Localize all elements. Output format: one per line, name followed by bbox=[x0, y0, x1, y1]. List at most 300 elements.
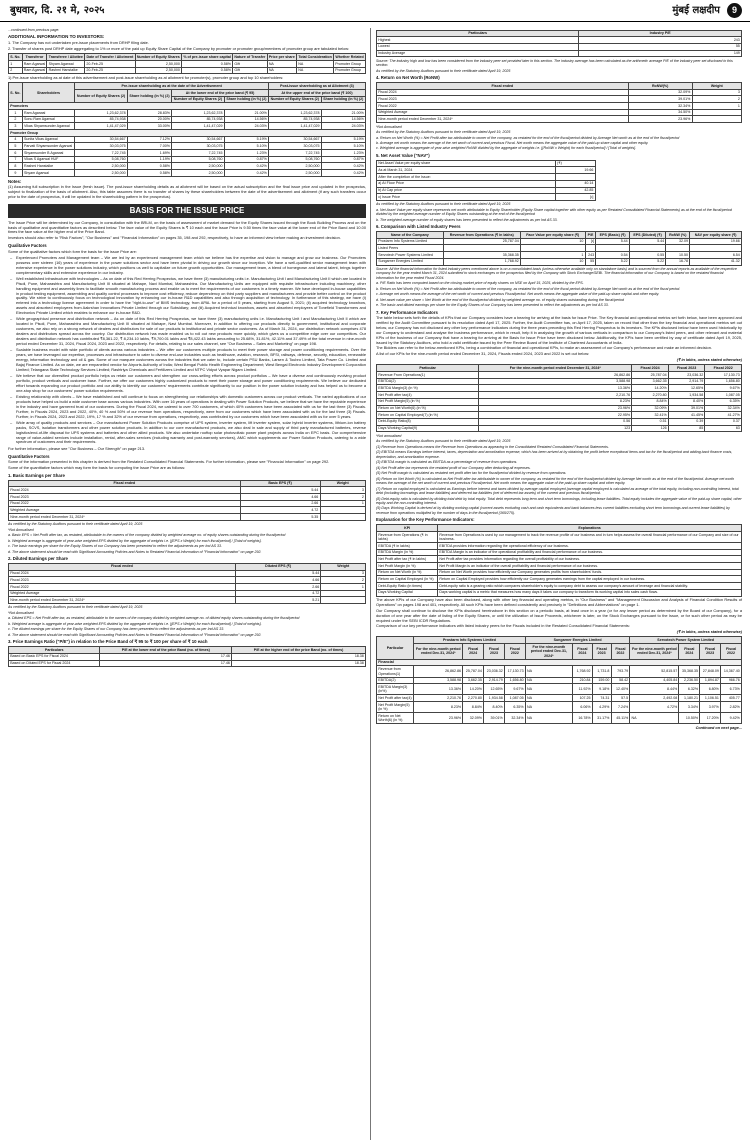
table-cell: 2,50,000 bbox=[269, 169, 322, 176]
table-cell: 8.84% bbox=[463, 702, 484, 713]
table-cell: 17,130.73 bbox=[504, 666, 525, 677]
table-row bbox=[377, 385, 742, 392]
table-cell: Ram Agarwal bbox=[22, 109, 74, 116]
table-cell: Promoter Group bbox=[334, 61, 366, 68]
table-cell: c) Issue Price bbox=[377, 194, 556, 201]
table-cell: Fiscal 2022 bbox=[9, 583, 236, 590]
table-cell: EBITDA Margin(3) (in%) bbox=[377, 684, 414, 695]
table-cell: 1,087.05 bbox=[705, 392, 742, 399]
diluted-eps-table bbox=[8, 563, 366, 604]
table-cell: Fiscal 2023 bbox=[9, 493, 241, 500]
table-cell: 5.44 bbox=[596, 238, 630, 245]
footnote: c. Weighted average is aggregate of year-wise weighted RoNW divided by the aggregate of weights i.e. [(RoNW x Weight) for each fiscal/period] / [Total of weights]. bbox=[376, 146, 637, 151]
table-cell: 2,210.76 bbox=[414, 695, 463, 702]
table-cell: NA bbox=[525, 702, 572, 713]
table-cell: 85,74,938 bbox=[269, 116, 322, 123]
table-cell: 3,588.98 bbox=[479, 378, 632, 385]
table-cell: Nine-month period ended December 31, 2024* bbox=[9, 513, 241, 520]
table-cell: Lowest bbox=[377, 43, 579, 50]
table-row bbox=[377, 180, 596, 187]
table-cell: 4.66 bbox=[240, 493, 320, 500]
col-pre-pct: Share holding (in %) (2) bbox=[127, 89, 171, 102]
table-header-cell: Date of Transfer / Allotment bbox=[86, 54, 134, 59]
table-cell: 1,41,47,029 bbox=[269, 123, 322, 130]
table-cell: Return on Net Worth(6) (in %) bbox=[377, 405, 479, 412]
table-cell: Net Asset Value per equity share bbox=[377, 160, 556, 167]
table-cell: Days working capital is a metric that measures how many days it takes our company to transform its working capital into sales cash flows. bbox=[438, 589, 742, 596]
table-cell: 30,03,075 bbox=[75, 143, 128, 150]
table-row bbox=[377, 167, 596, 174]
table-cell: 6.54 bbox=[690, 252, 742, 259]
table-row bbox=[377, 543, 742, 550]
table-cell: 0.54 bbox=[596, 252, 630, 259]
table-cell: 5.22 bbox=[596, 258, 630, 265]
peer-period-header: Fiscal 2023 bbox=[592, 644, 611, 660]
table-header-cell: KPI bbox=[377, 525, 438, 532]
col-lower-band: At the lower end of the price band (₹ 95) bbox=[172, 89, 269, 96]
table-header-cell: Particular bbox=[377, 365, 479, 372]
table-row bbox=[377, 677, 742, 684]
basic-eps-table bbox=[8, 480, 366, 521]
shareholding-table bbox=[8, 82, 366, 176]
shareholding-note: 1) Pre-issue shareholding as at date of this advertisement and post-issue shareholding as at allotment for promoter(s), promoter group and top 10 shareholders: bbox=[8, 74, 284, 80]
table-row bbox=[9, 143, 366, 150]
table-cell: EBITDA Margin (in %) bbox=[377, 549, 438, 556]
page-number-badge: 9 bbox=[727, 3, 742, 18]
table-cell: Debt-equity ratio is a gearing ratio which compares shareholder's equity to company debt to assess our company's amount of leverage and financial stability. bbox=[438, 583, 742, 590]
table-cell: 3 bbox=[321, 570, 366, 577]
table-cell: 1 bbox=[321, 583, 366, 590]
table-row bbox=[9, 660, 366, 667]
table-cell: 10 bbox=[520, 238, 585, 245]
table-cell: 34.50% bbox=[628, 109, 692, 116]
table-cell: 5,08,760 bbox=[269, 156, 322, 163]
group-promoters: Promoters bbox=[9, 103, 366, 110]
table-cell: 0.58% bbox=[182, 61, 233, 68]
pe-ratio-table bbox=[8, 646, 366, 667]
industry-pe-certification: As certified by the Statutory Auditors pursuant to their certificate dated April 19, 2025 bbox=[376, 68, 511, 73]
ronw-annualised: *Not Annualised bbox=[376, 124, 402, 129]
table-cell: 8 bbox=[9, 163, 23, 170]
table-cell: 0.56 bbox=[479, 418, 632, 425]
table-cell: 4 bbox=[9, 136, 23, 143]
table-cell: 30,03,075 bbox=[269, 143, 322, 150]
table-cell: 9 bbox=[9, 169, 23, 176]
table-header-cell: Particulars bbox=[9, 647, 100, 654]
table-cell bbox=[520, 245, 585, 252]
table-cell: 4.72% bbox=[630, 702, 679, 713]
col-particular: Particular bbox=[377, 637, 414, 659]
table-cell: 3 bbox=[692, 89, 741, 96]
peer-section-financial: Financial bbox=[377, 659, 742, 666]
table-cell: 55 bbox=[585, 258, 596, 265]
table-cell: 19.66 bbox=[555, 167, 595, 174]
table-cell: Vikas S Agarwal HUF bbox=[22, 156, 74, 163]
continued-from-note: ...continued from previous page. bbox=[8, 28, 60, 32]
footnote: (3) EBITDA margin is calculated as EBITDA as a percentage of revenue from operations. bbox=[376, 460, 518, 465]
table-header-cell: Explanations bbox=[438, 525, 742, 532]
table-cell: Industry Average bbox=[377, 50, 579, 57]
table-cell: 41.45% bbox=[668, 412, 705, 419]
peer-period-header: Fiscal 2024 bbox=[463, 644, 484, 660]
table-cell: 1,180.21 bbox=[679, 695, 700, 702]
table-cell: 3.34% bbox=[679, 702, 700, 713]
table-cell: 41.27% bbox=[705, 412, 742, 419]
table-cell: 5.35 bbox=[240, 513, 320, 520]
table-header-cell: Fiscal ended bbox=[9, 563, 236, 570]
table-cell: Gift bbox=[233, 67, 267, 74]
table-header-cell: Particulars bbox=[377, 30, 579, 37]
table-cell bbox=[596, 245, 630, 252]
kpi-certification: As certified by the Statutory Auditors pursuant to their certificate dated April 19, 2025 bbox=[376, 439, 511, 444]
additional-info-point-1: 1. The Company has not undertaken pre-issue placements from DRHP filing date. bbox=[8, 40, 149, 46]
table-cell bbox=[555, 174, 595, 181]
table-cell: Parvati Shyamsunder Agarwal bbox=[22, 143, 74, 150]
table-cell: 41.32 bbox=[690, 258, 742, 265]
table-cell: 16.78 bbox=[666, 258, 690, 265]
table-cell: 35,368.35 bbox=[679, 666, 700, 677]
table-cell: Rashmi Hanstalke bbox=[47, 67, 85, 74]
table-cell: NA bbox=[267, 67, 296, 74]
table-cell: 7.12% bbox=[127, 136, 171, 143]
newspaper-masthead: मुंबई लक्षदीप bbox=[672, 5, 720, 16]
table-header-cell: % of pre-issue share capital bbox=[183, 54, 231, 59]
table-row bbox=[9, 570, 366, 577]
table-cell: 5.10% bbox=[224, 143, 268, 150]
table-cell: 1,087.05 bbox=[504, 695, 525, 702]
basis-para-2: Investors should also refer to "Risk Factors", "Our Business" and "Financial Information" on pages 35, 198 and 292, respectively, to have an informed view before making an investment decision. bbox=[8, 235, 341, 241]
table-cell: As at March 31, 2024 bbox=[377, 167, 556, 174]
footnote: a. Diluted EPS = Net Profit after tax, as restated, attributable to the owners of the company divided by weighted average no. of diluted equity shares outstanding during the fiscal/period bbox=[8, 616, 300, 621]
table-cell: Debt-Equity Ratio(8) bbox=[377, 418, 479, 425]
table-row bbox=[377, 563, 742, 570]
table-cell: 11.92% bbox=[572, 684, 592, 695]
table-cell: 57.5 bbox=[611, 695, 630, 702]
table-header-cell: Face Value per equity share (₹) bbox=[520, 232, 585, 239]
table-cell bbox=[443, 245, 520, 252]
diluted-eps-heading: 2. Diluted Earnings per Share bbox=[8, 556, 68, 562]
col-pre-issue: Pre-issue shareholding as at the date of the Advertisement bbox=[75, 83, 269, 90]
table-cell: Return on Capital Employed provides how efficiently our Company generates earnings from the capital employed in our business. bbox=[438, 576, 742, 583]
table-cell: Rashmi Hanstalke bbox=[22, 163, 74, 170]
table-cell: 32.41% bbox=[632, 412, 669, 419]
table-cell: 39.01% bbox=[484, 713, 505, 724]
table-cell: 0.39 bbox=[668, 418, 705, 425]
table-cell: 4.29% bbox=[592, 702, 611, 713]
table-row bbox=[9, 129, 366, 136]
table-cell: 4,405.84 bbox=[630, 677, 679, 684]
table-cell: Shyam Agarwal bbox=[47, 61, 85, 68]
table-cell: 32.09% bbox=[628, 89, 692, 96]
list-item: – Scalable business model with wide portfolio of clients across various industries – We offer our customers multiple products to meet their power storage and power conditioning requirements. Over the years, we have leveraged our expertise, processes and infrastructure to cater to diverse end-use industries such as healthcare, aviation, research, BFSI, railways, defense, security, education, renewable energy, information technology and oil & gas. Some of our marquee customers across the industries that we cater to, include certain PSU Banks, Larsen & Toubro Limited, Tata Power Co. Limited and Bajaj Finance Limited. As on date, we are empanelled vendor for Airports Authority of India; West Bengal Public Health Engineering Department; West Bengal Electronic Industry Development Corporation Limited; Telangana State Technology Services Limited; Rashtriya Chemicals and Fertilizers Limited and NTPC Vidyut Vyapar Nigam Limited. bbox=[16, 348, 366, 372]
table-cell: 7,22,745 bbox=[172, 149, 225, 156]
table-cell: 7.00% bbox=[127, 143, 171, 150]
list-item: – We believe that our diversified product portfolio helps us retain our customers and strengthen our cross-selling efforts across product portfolios – We have a diverse and continuously evolving product portfolio, product verticals and customer base. Further, we offer our customers highly customized products to meet their power storage and power conditioning requirements. We believe our dedicated effort towards expanding our product portfolio and our ability to identify our customers' requirements contribute significantly to our position in the power solution industry and has helped us to become a one-stop shop for our customers' power solution requirements. bbox=[16, 374, 366, 394]
basic-eps-heading: 1. Basic Earnings per Share bbox=[8, 472, 65, 478]
table-cell: 13.36% bbox=[479, 385, 632, 392]
peer-comparison-table bbox=[376, 231, 742, 265]
table-cell: Return on Capital Employed (in %) bbox=[377, 576, 438, 583]
qualitative-factors-list bbox=[8, 256, 366, 445]
table-cell: 2 bbox=[9, 116, 23, 123]
list-item: – Experienced Promoters and Management team – We are led by an experienced management team which we believe has the expertise and vision to manage and grow our business. Our Promoters possess over sixteen (16) years of experience in the power solutions sector and have been pivotal in driving our growth since our inception. We have a well-qualified senior management team with extensive experience in the power solutions industry, which positions us well to capitalize on future growth opportunities. Our management team, a blend of homegrown and lateral talent, brings together complementary skills and extensive experience in our industry. bbox=[16, 256, 366, 276]
table-header-cell: Total Consideration bbox=[298, 54, 332, 59]
table-row bbox=[9, 163, 366, 170]
kpi-para-3: A list of our KPIs for the nine-month period ended December 31, 2024, Fiscals ended 2024, 2023 and 2022 is set out below: bbox=[376, 351, 590, 357]
footnote: (1) Revenue from Operations means the Revenue from Operations as appearing in the Consolidated Restated Consolidated Financial Statements. bbox=[376, 444, 609, 449]
table-header-cell: EPS (Diluted) (₹) bbox=[629, 232, 666, 239]
table-cell: 39.01% bbox=[668, 405, 705, 412]
table-cell: 3,588.98 bbox=[414, 677, 463, 684]
table-cell: Revenue From Operations(1) bbox=[377, 372, 479, 379]
table-cell: 1,656.80 bbox=[504, 677, 525, 684]
table-cell: a) At Floor Price bbox=[377, 180, 556, 187]
table-cell: 1,106.51 bbox=[700, 695, 721, 702]
table-cell: 2,914.79 bbox=[484, 677, 505, 684]
table-cell: Net Profit after tax provides information regarding the overall profitability of our business. bbox=[438, 556, 742, 563]
table-cell: 126 bbox=[632, 425, 669, 432]
footnote: (2) EBITDA means Earnings before interest, taxes, depreciation and amortization expense, which has been arrived at by obtaining the profit before exceptional items and tax for the fiscal/period and adding back finance costs, depreciation, and amortization expense. bbox=[376, 450, 733, 459]
diluted-eps-annualised: *Not Annualised bbox=[8, 610, 34, 615]
table-cell: Prostarm Info Systems Limited bbox=[377, 238, 444, 245]
table-cell: Return on Net Worth (in %) bbox=[377, 569, 438, 576]
table-cell: 6.06% bbox=[572, 702, 592, 713]
table-cell: Net Profit Margin (in %) bbox=[377, 563, 438, 570]
footnote: d. The above statement should be read with Significant Accounting Policies and Notes to Restated Financial Information of "Financial Information" on page 292. bbox=[8, 632, 262, 637]
table-cell: 2,50,000 bbox=[135, 67, 181, 74]
kpi-explanation-heading: Explanation for the Key Performance Indicators: bbox=[376, 517, 475, 523]
col-sno: S. No. bbox=[9, 83, 23, 103]
table-header-cell: Fiscal 2023 bbox=[668, 365, 705, 372]
table-cell: 3,662.35 bbox=[632, 378, 669, 385]
table-cell: 3,662.35 bbox=[463, 677, 484, 684]
table-cell: Fiscal 2024 bbox=[9, 487, 241, 494]
table-row bbox=[377, 418, 742, 425]
table-cell: 25,787.04 bbox=[443, 238, 520, 245]
table-cell: Sungarner Energies Limited bbox=[377, 258, 444, 265]
table-row bbox=[377, 96, 742, 103]
table-cell: Sonu Ram Agarwal bbox=[22, 116, 74, 123]
table-cell: 28.83% bbox=[127, 109, 171, 116]
basis-para-1: The Issue Price will be determined by our Company, in consultation with the BRLM, on the basis of assessment of market demand for the Equity Shares issued through the Book Building Process and on the basis of qualitative and quantitative factors as described below. The face value of the Equity Shares is ₹ 10 each and the Issue Price is 9.50 times the face value at the lower end of the Price Band and 10.00 times the face value at the higher end of the Price Band. bbox=[8, 219, 366, 235]
col-upper-band: At the upper end of the price band (₹ 100) bbox=[269, 89, 366, 96]
table-cell: Days Working Capital(9) bbox=[377, 425, 479, 432]
peer-period-header: Fiscal 2022 bbox=[721, 644, 742, 660]
table-cell: 1,41,47,029 bbox=[75, 123, 128, 130]
table-cell: 40.14 bbox=[555, 180, 595, 187]
footnote: b. The weighted average number of equity shares has been presented to reflect the adjustments as per Ind AS 33. bbox=[376, 217, 558, 222]
table-cell: 85 bbox=[668, 425, 705, 432]
table-header-cell: Industry P/E bbox=[579, 30, 742, 37]
table-row bbox=[377, 187, 596, 194]
table-row bbox=[9, 500, 366, 507]
table-cell: 1.23% bbox=[224, 149, 268, 156]
table-cell: 243 bbox=[585, 252, 596, 259]
table-row bbox=[377, 50, 742, 57]
table-row bbox=[377, 43, 742, 50]
table-cell bbox=[320, 513, 366, 520]
table-cell: 26,862.86 bbox=[414, 666, 463, 677]
table-cell: 5.44 bbox=[629, 238, 666, 245]
table-cell: 23,036.32 bbox=[484, 666, 505, 677]
table-cell: 966.76 bbox=[721, 677, 742, 684]
table-cell: NA bbox=[297, 67, 334, 74]
table-header-cell: RoNW(%) bbox=[628, 83, 692, 90]
table-cell: 32.34% bbox=[504, 713, 525, 724]
table-cell: Promoter Group bbox=[334, 67, 366, 74]
table-cell: 1,731.8 bbox=[592, 666, 611, 677]
table-row bbox=[377, 109, 742, 116]
table-row bbox=[377, 378, 742, 385]
table-header-cell: P/E at the lower end of the price Band (no. of times) bbox=[100, 647, 232, 654]
col-upper-num: Number of Equity Shares (2) bbox=[269, 96, 322, 103]
table-cell: 8.40% bbox=[484, 702, 505, 713]
footnote: (7) Return on capital employed is calculated as Earnings before interest and taxes divided by average capital employed (average capital employed is calculated as average of the total equity, including non-controlling interest, total debt (including borrowings and lease liabilities) and deferred tax liabilities (net of deferred tax assets) of the current and previous fiscal/period. bbox=[376, 486, 739, 496]
table-cell: 3 bbox=[320, 487, 366, 494]
table-cell: 32.34% bbox=[705, 405, 742, 412]
table-cell: 2,50,000 bbox=[172, 163, 225, 170]
diluted-eps-certification: As certified by the Statutory Auditors pursuant to their certificate dated April 19, 2025 bbox=[8, 605, 143, 610]
table-row bbox=[377, 258, 742, 265]
table-cell: Revenue from Operations is used by our management to track the revenue profile of our business and in turn helps assess the overall financial performance of our Company and size of our business. bbox=[438, 531, 742, 542]
table-row bbox=[9, 67, 366, 74]
table-cell: 1,656.80 bbox=[705, 378, 742, 385]
table-cell: 0.58% bbox=[127, 169, 171, 176]
table-cell: 2.66 bbox=[240, 500, 320, 507]
table-cell: Weighted Average bbox=[377, 109, 629, 116]
table-cell: 14.20% bbox=[463, 684, 484, 695]
table-cell: 0.58% bbox=[127, 163, 171, 170]
table-cell: 8.44% bbox=[630, 684, 679, 695]
footnote: e. The basic and diluted earnings per share for the Equity Shares of our Company has been presented to reflect the adjustments as per Ind AS 33. bbox=[376, 303, 609, 308]
table-row bbox=[377, 549, 742, 556]
table-cell: 20-Feb-25 bbox=[85, 67, 135, 74]
table-header-cell: Number of Equity Shares bbox=[136, 54, 180, 59]
table-cell bbox=[666, 245, 690, 252]
table-cell: 6.73% bbox=[721, 684, 742, 695]
industry-pe-table bbox=[376, 30, 742, 58]
table-row bbox=[9, 493, 366, 500]
kpi-unit-note: (₹ in lakhs, unless stated otherwise) bbox=[676, 358, 742, 363]
table-cell: 24.03% bbox=[321, 123, 365, 130]
table-cell: b) At Cap price bbox=[377, 187, 556, 194]
table-cell: Nine-month period ended December 31, 2024* bbox=[9, 597, 236, 604]
table-header-cell: Nature of Transfer bbox=[234, 54, 266, 59]
table-header-cell: Transferor bbox=[22, 54, 47, 61]
table-cell: 32.09 bbox=[666, 238, 690, 245]
col-lower-num: Number of Equity Shares (2) bbox=[172, 96, 225, 103]
table-row bbox=[377, 576, 742, 583]
table-cell: 18.38 bbox=[232, 653, 366, 660]
table-cell: 3 bbox=[9, 123, 23, 130]
peer-comparison-source: Source: All the financial information for listed industry peers mentioned above is on a consolidated basis (unless otherwise available only on standalone basis) and is sourced from the annual reports as available of the respective company for the year ended March 31, 2024 submitted to stock exchanges or the prospectus filed by the Company with Stock Exchange/SEBI. The financial information of our Company is based on the restated financial information for the year ended Fiscal 2024. bbox=[376, 267, 737, 280]
group-promoter-group: Promoter Group bbox=[9, 129, 366, 136]
table-cell: 17,130.73 bbox=[705, 372, 742, 379]
table-cell: 12.40% bbox=[611, 684, 630, 695]
table-row bbox=[9, 513, 366, 520]
table-cell: 17.46 bbox=[100, 660, 232, 667]
footnote: c. The diluted earnings per share for the Equity Shares of our Company has been presented to reflect the adjustments as per Ind AS 33. bbox=[8, 627, 225, 632]
nav-heading: 5. Net Asset Value ("NAV") bbox=[376, 152, 430, 158]
table-cell: 21.00% bbox=[321, 109, 365, 116]
peer-kpi-table bbox=[376, 636, 742, 724]
table-cell: 33.00% bbox=[127, 123, 171, 130]
list-item: – Wide array of quality products and services – Our manufactured Power Solution Products comprise of UPS system, inverter system, lift inverter system, solar hybrid inverter systems, lithium-ion battery packs, SCVS, isolation transformers and other power solution products. In addition to our core manufactured products, we also deal in sale and supply of third party manufactured batteries, reverse logistics/end-of-life disposal for UPS systems and batteries and other allied products. We also undertake rooftop solar photovoltaic power plant projects across India on EPC basis. Our comprehensive range of value-added services include installation, rental, after-sales services (including warranty and post-warranty services), AMC which supplements our Power Solution Products, catering to a wide spectrum of customers and their requirements. bbox=[16, 421, 366, 445]
share-transfer-table bbox=[8, 53, 366, 74]
table-cell: 0.42% bbox=[224, 169, 268, 176]
table-cell: 2,492.08 bbox=[630, 695, 679, 702]
footnote: b. Average net worth means the average of the net worth of current and previous Fiscal. Net worth means the aggregate value of the paid-up share capital and other equity. bbox=[376, 140, 649, 145]
footnote: a. Basic EPS = Net Profit after tax, as restated, attributable to the owners of the company divided by weighted average no. of equity shares outstanding during the fiscal/period bbox=[8, 533, 286, 538]
table-cell: 1 bbox=[9, 61, 23, 68]
table-cell: 123 bbox=[479, 425, 632, 432]
table-row bbox=[377, 116, 742, 123]
footnote: a. Return on Net Worth (%) = Net Profit after tax attributable to owner of the company, as restated for the end of the fiscal/period divided by Average Net worth as at the end of the fiscal/period bbox=[376, 135, 680, 140]
basic-eps-certification: As certified by the Statutory Auditors pursuant to their certificate dated April 19, 2025 bbox=[8, 522, 143, 527]
list-item: – Wide geographical presence and distribution network – As on date of this Red Herring Prospectus, we have three (3) manufacturing units i.e. Manufacturing Unit I and Manufacturing Unit II which are located in Pisoli, Pune, Maharashtra and Manufacturing Unit III situated at Mahape, Navi Mumbai. Moreover, in addition to offering our products directly to government, institutional and corporate customers, we also rely on a strong network of dealers and distributors for sale of our products to institutional and private sector customers. As of March 31, 2024, our distribution network comprises 478 dealers and distributors spread across the country. Our distribution network has made enabled us to roll out new products more quickly, which gives us a competitive edge over our competitors. Our dealers and distribution network has contributed ₹8,361.22, ₹ 8,234.10 lakhs, ₹9,700.01 lakhs and ₹8,422.43 lakhs amounting to 25.68%, 31.81%, 42.11% and 37.49% of the total revenue in nine-month period ended December 31, 2024, Fiscal 2024, 2023 and 2022, respectively. For details, relating to our sales channel, see "Our Business – Sales and Marketing" on page 198. bbox=[16, 317, 366, 346]
table-cell: 2,50,000 bbox=[75, 163, 128, 170]
table-cell: 0.42% bbox=[224, 163, 268, 170]
table-cell: 2,270.80 bbox=[632, 392, 669, 399]
table-cell: 1,41,47,029 bbox=[172, 123, 225, 130]
col-shareholders: Shareholders bbox=[22, 83, 74, 103]
table-cell: 0.42% bbox=[321, 169, 365, 176]
col-upper-pct: Share holding (in %) (2) bbox=[321, 96, 365, 103]
table-cell: 55 bbox=[579, 43, 742, 50]
table-cell: 63 bbox=[705, 425, 742, 432]
issue-date: बुधवार, दि. २१ मे, २०२५ bbox=[10, 5, 105, 16]
table-row bbox=[377, 103, 742, 110]
table-row bbox=[9, 597, 366, 604]
table-row bbox=[377, 89, 742, 96]
footnote: (5) Net Profit margin is calculated as restated net profit after tax for the fiscal/period divided by revenue from operations. bbox=[376, 471, 567, 476]
table-cell: 20-Feb-25 bbox=[85, 61, 135, 68]
table-row bbox=[377, 695, 742, 702]
kpi-annualised: *Not annualised bbox=[376, 433, 402, 438]
table-cell: NA bbox=[525, 684, 572, 695]
list-item: – Existing relationship with clients – We have established and will continue to focus on strengthening our relationships with domestic customers across our product verticals. The varied applications of our products have helped us build a wide customer base across various industries. With over 16 years of operations in dealing with Power Solution Products, we believe that we have the reputable experience in the industry and have garnered trust of our customers. During the Fiscal 2024, we catered to over 700 customers, of which 40% customers have been associated with us for the last three (3) Fiscals. Further, in Fiscals 2024, 2023 and 2022, 40%, 40 % and 50% of our revenue from operations, respectively, were from our customers which have been associated with us for the last three (3) Fiscals. Further, in Fiscals 2024, 2023 and 2022, 19%, 17 % and 32% of our revenue from operations, respectively, was contributed by our customers which have been associated with us for over 5 years. bbox=[16, 395, 366, 419]
table-cell: Gift bbox=[233, 61, 267, 68]
col-pre-num: Number of Equity Shares (2) bbox=[75, 89, 128, 102]
footnote: a. Net Asset Value per equity share represents net worth attributable to Equity Shareholder (Equity Share capital together with other equity as per Restated Consolidated Financial Statements) as at the end of the fiscal/period divided by the weighted average number of Equity Shares outstanding at the end of the fiscal/period bbox=[376, 207, 732, 217]
table-cell: 6.32% bbox=[679, 684, 700, 695]
table-cell: 5.10% bbox=[321, 143, 365, 150]
table-cell: Listed Peers bbox=[377, 245, 444, 252]
table-cell: Net Profit after tax(4) bbox=[377, 392, 479, 399]
table-cell: 1,23,62,378 bbox=[269, 109, 322, 116]
table-cell: NA bbox=[297, 61, 334, 68]
table-cell: 2,270.80 bbox=[463, 695, 484, 702]
table-header-cell: Revenue from Operations (₹ in lakhs) bbox=[443, 232, 520, 239]
table-cell: Ram Agarwal bbox=[23, 61, 46, 66]
table-cell: Shyam Agarwal bbox=[22, 169, 74, 176]
quantitative-para-2: Some of the quantitative factors which may form the basis for computing the Issue Price are as follows: bbox=[8, 464, 186, 470]
table-cell: 9.42% bbox=[721, 713, 742, 724]
table-row bbox=[9, 109, 366, 116]
table-row bbox=[377, 412, 742, 419]
table-row bbox=[377, 531, 742, 542]
footnote: c. The basic earnings per share for the Equity Shares of our Company has been presented to reflect the adjustments as per Ind AS 33. bbox=[8, 544, 223, 549]
table-header-cell: Name of the Company bbox=[377, 232, 444, 239]
table-cell: 17.46 bbox=[100, 653, 232, 660]
table-cell: EBITDA(2) bbox=[377, 677, 414, 684]
table-cell: 5.44 bbox=[240, 487, 320, 494]
table-cell: 1,768.92 bbox=[572, 666, 592, 677]
table-cell: 149 bbox=[579, 50, 742, 57]
table-cell: Fiscal 2024 bbox=[377, 89, 629, 96]
table-cell: 8.23% bbox=[479, 398, 632, 405]
quantitative-heading: Quantitative Factors bbox=[8, 453, 50, 459]
